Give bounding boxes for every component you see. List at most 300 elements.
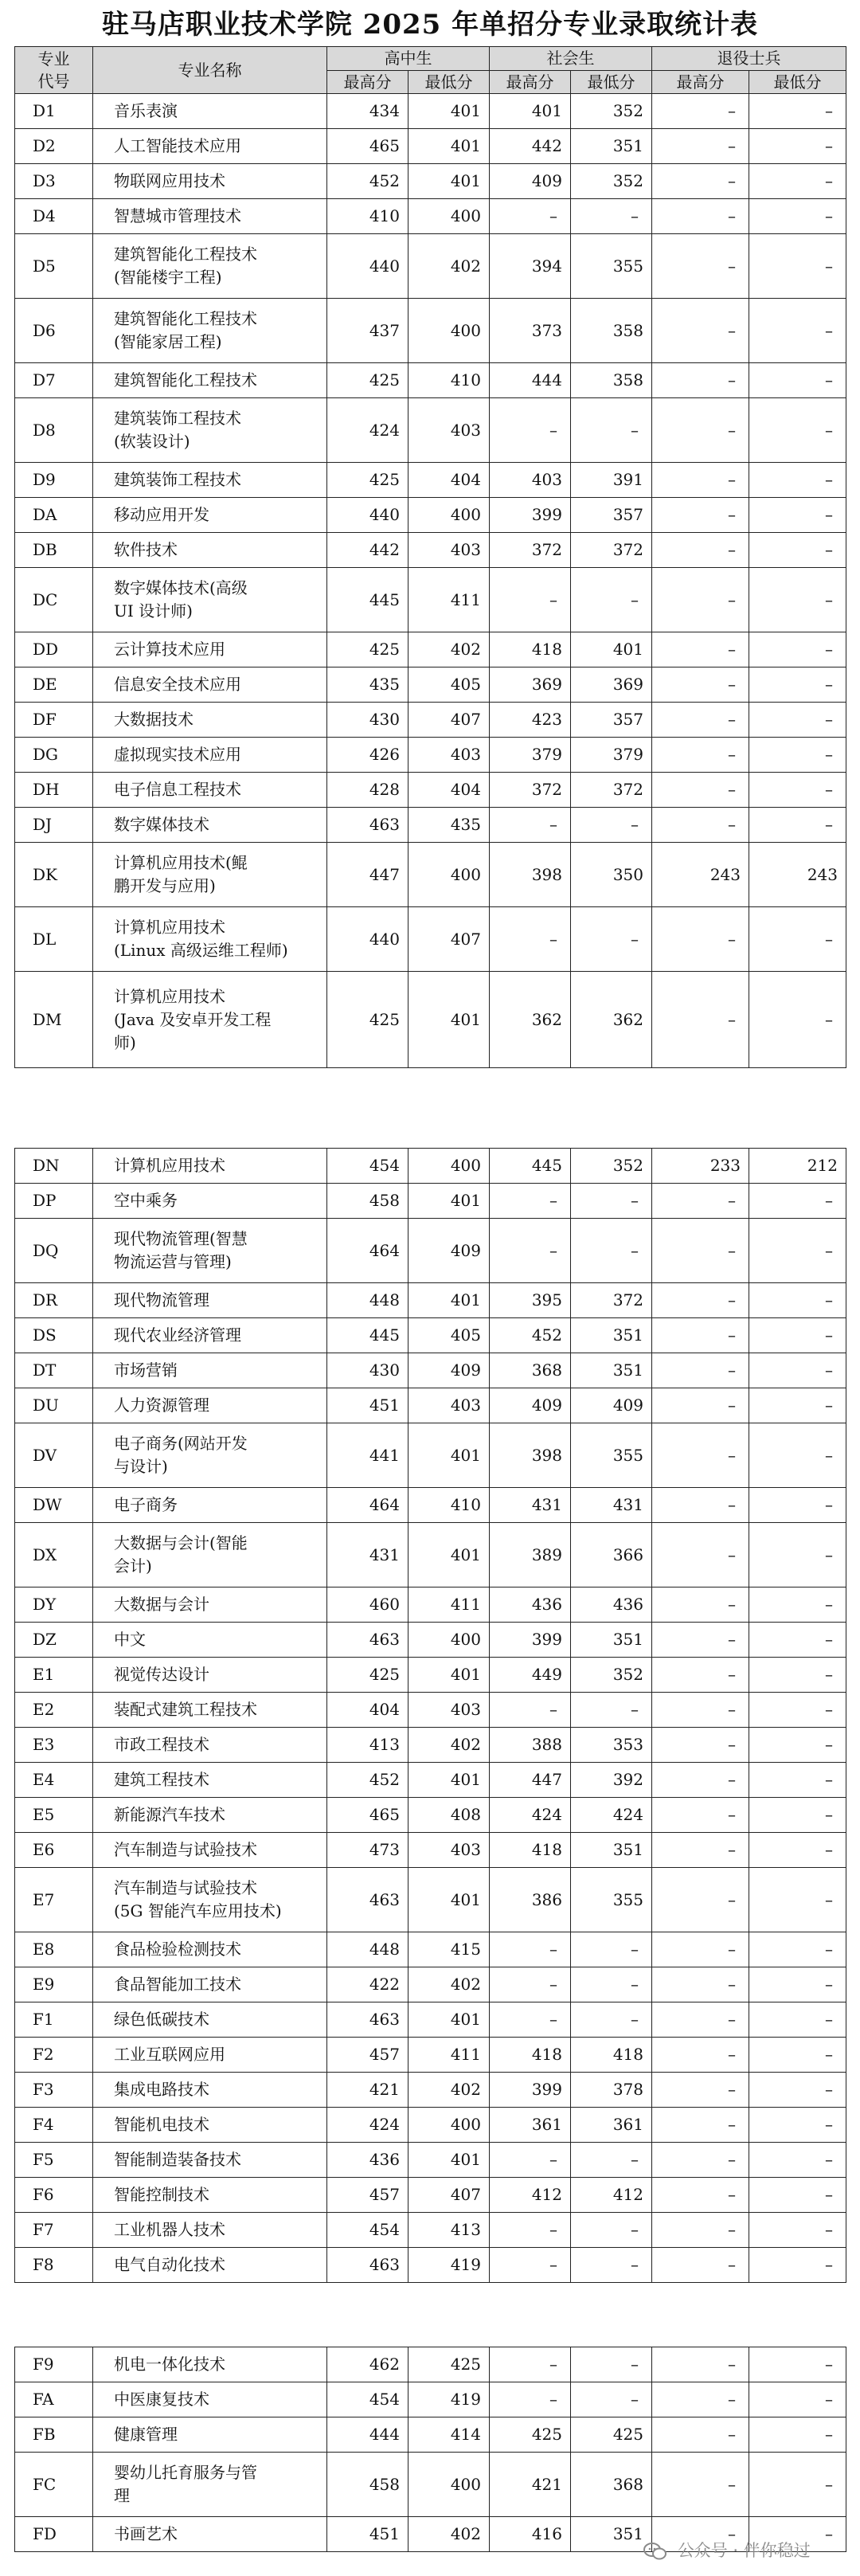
major-name — [93, 1283, 327, 1318]
score-cell: 451 — [327, 2517, 408, 2552]
score-cell: 452 — [327, 1763, 408, 1798]
score-cell: – — [749, 2002, 846, 2038]
major-code: DC — [15, 568, 93, 632]
major-name-line: (Linux 高级运维工程师) — [114, 941, 288, 960]
major-name-line: 音乐表演 — [114, 101, 178, 120]
major-name-line: 计算机应用技术 — [114, 986, 225, 1006]
score-cell: 449 — [490, 1658, 571, 1693]
major-code: DY — [15, 1587, 93, 1623]
major-name — [93, 2178, 327, 2213]
score-cell: 445 — [327, 568, 408, 632]
score-cell: 408 — [408, 1798, 490, 1833]
score-cell: 372 — [490, 773, 571, 808]
score-cell: – — [490, 2002, 571, 2038]
score-cell: – — [652, 1219, 749, 1283]
major-name — [93, 907, 327, 972]
score-cell: 447 — [327, 843, 408, 907]
score-cell: 458 — [327, 1184, 408, 1219]
major-name — [93, 2002, 327, 2038]
score-cell: 425 — [327, 972, 408, 1068]
score-cell: – — [652, 1868, 749, 1932]
document-title: 驻马店职业技术学院 2025 年单招分专业录取统计表 — [101, 9, 759, 41]
score-cell: 362 — [571, 972, 652, 1068]
major-name-line: 建筑工程技术 — [114, 1770, 209, 1789]
table-row — [15, 2108, 846, 2143]
major-code: DU — [15, 1388, 93, 1423]
major-name-line: 智慧城市管理技术 — [114, 206, 241, 225]
score-cell: – — [749, 632, 846, 667]
score-cell: 391 — [571, 463, 652, 498]
score-cell: – — [652, 533, 749, 568]
score-cell: 212 — [749, 1149, 846, 1184]
major-code: F9 — [15, 2347, 93, 2382]
score-cell: – — [652, 2517, 749, 2552]
major-name-line: (智能家居工程) — [114, 332, 222, 351]
score-cell: 401 — [490, 94, 571, 129]
score-cell: – — [571, 2002, 652, 2038]
score-cell: – — [571, 907, 652, 972]
score-cell: 435 — [327, 667, 408, 703]
score-cell: – — [571, 808, 652, 843]
score-cell: 409 — [408, 1219, 490, 1283]
score-cell: 407 — [408, 2178, 490, 2213]
major-name — [93, 632, 327, 667]
score-cell: – — [652, 1693, 749, 1728]
score-cell: – — [490, 1967, 571, 2002]
score-cell: 419 — [408, 2382, 490, 2417]
score-cell: – — [652, 1623, 749, 1658]
header-group: 社会生 — [490, 47, 652, 71]
score-cell: 401 — [408, 164, 490, 199]
table-row — [15, 2347, 846, 2382]
major-name-line: 计算机应用技术(鲲 — [114, 853, 248, 872]
score-cell: – — [652, 2038, 749, 2073]
score-cell: 410 — [327, 199, 408, 234]
score-cell: – — [749, 234, 846, 299]
score-cell: – — [490, 199, 571, 234]
score-cell: 401 — [408, 972, 490, 1068]
table-row — [15, 1149, 846, 1184]
score-cell: – — [652, 2073, 749, 2108]
score-cell: – — [652, 299, 749, 363]
score-cell: 448 — [327, 1932, 408, 1967]
major-code: D3 — [15, 164, 93, 199]
score-cell: – — [571, 1932, 652, 1967]
table-row — [15, 164, 846, 199]
major-code: E7 — [15, 1868, 93, 1932]
score-cell: 401 — [408, 1868, 490, 1932]
table-header-row — [15, 47, 846, 71]
major-name-line: 云计算技术应用 — [114, 640, 225, 659]
score-cell: 431 — [571, 1488, 652, 1523]
major-name-line: 现代物流管理(智慧 — [114, 1229, 248, 1248]
watermark-text: 公众号 · 伴你稳过 — [677, 2541, 811, 2560]
major-code: DL — [15, 907, 93, 972]
score-cell: 373 — [490, 299, 571, 363]
score-cell: – — [571, 1967, 652, 2002]
score-cell: 400 — [408, 2453, 490, 2517]
score-cell: 401 — [408, 1283, 490, 1318]
major-code: FA — [15, 2382, 93, 2417]
score-cell: – — [652, 199, 749, 234]
major-name — [93, 1318, 327, 1353]
score-cell: 426 — [327, 738, 408, 773]
major-code: D2 — [15, 129, 93, 164]
table-row — [15, 398, 846, 463]
score-cell: 413 — [408, 2213, 490, 2248]
score-cell: – — [749, 1318, 846, 1353]
major-name — [93, 1523, 327, 1587]
major-name-line: 数字媒体技术 — [114, 815, 209, 834]
score-cell: 372 — [571, 773, 652, 808]
score-cell: 389 — [490, 1523, 571, 1587]
score-cell: – — [652, 463, 749, 498]
score-cell: – — [652, 94, 749, 129]
score-cell: 399 — [490, 1623, 571, 1658]
score-cell: 425 — [327, 463, 408, 498]
table-row — [15, 2038, 846, 2073]
major-name — [93, 1833, 327, 1868]
major-name-line: 健康管理 — [114, 2425, 178, 2444]
score-cell: 436 — [571, 1587, 652, 1623]
score-cell: 409 — [408, 1353, 490, 1388]
score-cell: – — [749, 94, 846, 129]
score-cell: – — [749, 2213, 846, 2248]
major-code: D9 — [15, 463, 93, 498]
major-name-line: 市政工程技术 — [114, 1735, 209, 1754]
major-code: E9 — [15, 1967, 93, 2002]
score-cell: 425 — [490, 2417, 571, 2453]
score-cell: 403 — [408, 738, 490, 773]
score-cell: 454 — [327, 1149, 408, 1184]
score-cell: 460 — [327, 1587, 408, 1623]
major-name-line: 新能源汽车技术 — [114, 1805, 225, 1824]
major-name — [93, 1149, 327, 1184]
score-cell: – — [652, 2248, 749, 2283]
table-row — [15, 1967, 846, 2002]
score-cell: 401 — [571, 632, 652, 667]
score-cell: – — [490, 1184, 571, 1219]
score-cell: 418 — [571, 2038, 652, 2073]
table-row — [15, 1488, 846, 1523]
major-name — [93, 843, 327, 907]
score-cell: – — [652, 632, 749, 667]
score-cell: 402 — [408, 234, 490, 299]
score-cell: – — [571, 1693, 652, 1728]
major-name — [93, 1219, 327, 1283]
score-cell: 351 — [571, 1318, 652, 1353]
major-name-line: 大数据与会计 — [114, 1595, 209, 1614]
major-name-line: 移动应用开发 — [114, 505, 209, 524]
score-cell: – — [652, 1388, 749, 1423]
major-name-line: 工业互联网应用 — [114, 2045, 225, 2064]
score-cell: – — [652, 738, 749, 773]
score-cell: 402 — [408, 2073, 490, 2108]
score-cell: 379 — [490, 738, 571, 773]
table-row — [15, 94, 846, 129]
score-cell: – — [652, 1488, 749, 1523]
score-cell: – — [652, 234, 749, 299]
score-cell: 410 — [408, 1488, 490, 1523]
score-cell: 442 — [490, 129, 571, 164]
score-cell: 425 — [327, 632, 408, 667]
score-cell: 418 — [490, 2038, 571, 2073]
major-name — [93, 1932, 327, 1967]
major-name-line: 建筑智能化工程技术 — [114, 309, 257, 328]
major-name — [93, 2073, 327, 2108]
major-code: DA — [15, 498, 93, 533]
score-cell: 403 — [408, 1693, 490, 1728]
score-cell: – — [749, 1283, 846, 1318]
score-cell: – — [749, 2347, 846, 2382]
score-cell: – — [749, 703, 846, 738]
major-name-line: 装配式建筑工程技术 — [114, 1700, 257, 1719]
header-group: 高中生 — [327, 47, 490, 71]
major-name — [93, 1763, 327, 1798]
major-name — [93, 398, 327, 463]
score-table-part-1 — [14, 46, 846, 1068]
major-name-line: (Java 及安卓开发工程 — [114, 1009, 272, 1029]
score-cell: – — [652, 1932, 749, 1967]
score-cell: – — [490, 1219, 571, 1283]
major-code: DR — [15, 1283, 93, 1318]
table-row — [15, 1219, 846, 1283]
table-row — [15, 363, 846, 398]
score-cell: – — [749, 1932, 846, 1967]
major-name-line: 建筑智能化工程技术 — [114, 245, 257, 264]
table-row — [15, 299, 846, 363]
major-code: E6 — [15, 1833, 93, 1868]
score-cell: 358 — [571, 299, 652, 363]
score-cell: – — [490, 1932, 571, 1967]
score-cell: 424 — [327, 2108, 408, 2143]
table-row — [15, 2382, 846, 2417]
major-name — [93, 2453, 327, 2517]
score-cell: – — [749, 299, 846, 363]
major-name — [93, 299, 327, 363]
score-cell: 351 — [571, 129, 652, 164]
major-name — [93, 363, 327, 398]
score-cell: – — [652, 2453, 749, 2517]
major-name-line: (智能楼宇工程) — [114, 268, 222, 287]
score-cell: – — [749, 1658, 846, 1693]
major-name-line: 婴幼儿托育服务与管 — [114, 2463, 257, 2482]
score-cell: – — [749, 1388, 846, 1423]
header-max: 最高分 — [327, 70, 408, 94]
score-cell: 404 — [327, 1693, 408, 1728]
score-cell: – — [571, 1184, 652, 1219]
major-code: FC — [15, 2453, 93, 2517]
score-cell: 401 — [408, 94, 490, 129]
score-cell: – — [652, 1423, 749, 1488]
major-name-line: 中医康复技术 — [114, 2390, 209, 2409]
table-row — [15, 808, 846, 843]
table-row — [15, 667, 846, 703]
table-row — [15, 1728, 846, 1763]
major-name — [93, 2248, 327, 2283]
score-cell: 436 — [490, 1587, 571, 1623]
major-name — [93, 2382, 327, 2417]
score-cell: 418 — [490, 1833, 571, 1868]
score-cell: – — [490, 2382, 571, 2417]
major-code: F5 — [15, 2143, 93, 2178]
score-cell: 353 — [571, 1728, 652, 1763]
score-cell: 425 — [327, 363, 408, 398]
score-cell: – — [490, 2347, 571, 2382]
major-code: D7 — [15, 363, 93, 398]
score-cell: 418 — [490, 632, 571, 667]
score-cell: – — [652, 1833, 749, 1868]
major-code: D6 — [15, 299, 93, 363]
major-name — [93, 972, 327, 1068]
score-cell: – — [652, 667, 749, 703]
major-code: E2 — [15, 1693, 93, 1728]
score-cell: 409 — [490, 1388, 571, 1423]
major-name — [93, 1967, 327, 2002]
score-cell: 409 — [490, 164, 571, 199]
table-row — [15, 2248, 846, 2283]
major-name-line: 电子商务(网站开发 — [114, 1434, 248, 1453]
score-cell: – — [652, 907, 749, 972]
major-code: DV — [15, 1423, 93, 1488]
major-code: DE — [15, 667, 93, 703]
score-cell: 355 — [571, 234, 652, 299]
score-cell: 451 — [327, 1388, 408, 1423]
score-cell: – — [652, 773, 749, 808]
major-name-line: 电气自动化技术 — [114, 2255, 225, 2274]
score-cell: 410 — [408, 363, 490, 398]
score-cell: 399 — [490, 2073, 571, 2108]
major-name — [93, 1184, 327, 1219]
score-cell: – — [652, 1523, 749, 1587]
score-cell: 403 — [408, 1388, 490, 1423]
score-cell: – — [652, 2382, 749, 2417]
score-cell: 437 — [327, 299, 408, 363]
wechat-icon — [643, 2543, 667, 2560]
score-cell: 464 — [327, 1488, 408, 1523]
major-code: FD — [15, 2517, 93, 2552]
table-row — [15, 907, 846, 972]
score-cell: 442 — [327, 533, 408, 568]
table-row — [15, 843, 846, 907]
major-name — [93, 234, 327, 299]
score-cell: 351 — [571, 1353, 652, 1388]
score-cell: 372 — [571, 533, 652, 568]
major-name — [93, 2517, 327, 2552]
score-cell: – — [490, 907, 571, 972]
score-cell: – — [652, 2002, 749, 2038]
table-row — [15, 1184, 846, 1219]
score-cell: 388 — [490, 1728, 571, 1763]
score-cell: 361 — [490, 2108, 571, 2143]
table-row — [15, 463, 846, 498]
header-max: 最高分 — [652, 70, 749, 94]
major-name — [93, 667, 327, 703]
major-name — [93, 2213, 327, 2248]
score-cell: – — [749, 1623, 846, 1658]
score-cell: – — [749, 2073, 846, 2108]
score-cell: 407 — [408, 703, 490, 738]
score-table-part-2 — [14, 1148, 846, 2283]
score-cell: – — [571, 398, 652, 463]
table-row — [15, 1353, 846, 1388]
major-code: E5 — [15, 1798, 93, 1833]
score-cell: 350 — [571, 843, 652, 907]
score-cell: 357 — [571, 498, 652, 533]
score-cell: – — [490, 808, 571, 843]
table-row — [15, 129, 846, 164]
score-cell: – — [749, 907, 846, 972]
major-code: E1 — [15, 1658, 93, 1693]
major-name-line: 中文 — [114, 1630, 146, 1649]
major-name-line: 大数据技术 — [114, 710, 194, 729]
major-name — [93, 1423, 327, 1488]
score-cell: 351 — [571, 1623, 652, 1658]
table-row — [15, 1763, 846, 1798]
score-cell: 400 — [408, 498, 490, 533]
major-name-line: 汽车制造与试验技术 — [114, 1840, 257, 1859]
score-cell: – — [749, 1728, 846, 1763]
table-row — [15, 1868, 846, 1932]
score-cell: – — [749, 2178, 846, 2213]
score-cell: – — [749, 2517, 846, 2552]
score-cell: – — [749, 164, 846, 199]
score-cell: – — [652, 2347, 749, 2382]
table-row — [15, 1587, 846, 1623]
major-name-line: 数字媒体技术(高级 — [114, 578, 248, 597]
major-code: DN — [15, 1149, 93, 1184]
header-code — [15, 47, 93, 94]
score-cell: – — [652, 1587, 749, 1623]
major-name-line: 与设计) — [114, 1457, 168, 1476]
score-cell: – — [749, 1587, 846, 1623]
score-cell: – — [749, 129, 846, 164]
score-cell: – — [490, 1693, 571, 1728]
score-cell: 407 — [408, 907, 490, 972]
score-cell: 352 — [571, 94, 652, 129]
major-name — [93, 773, 327, 808]
major-name-line: 智能控制技术 — [114, 2185, 209, 2204]
score-cell: 372 — [571, 1283, 652, 1318]
major-name — [93, 738, 327, 773]
major-name-line: 会计) — [114, 1556, 152, 1576]
score-cell: 425 — [327, 1658, 408, 1693]
score-cell: 440 — [327, 234, 408, 299]
major-code: DJ — [15, 808, 93, 843]
score-cell: 233 — [652, 1149, 749, 1184]
score-cell: 351 — [571, 1833, 652, 1868]
score-cell: 400 — [408, 1623, 490, 1658]
score-cell: 368 — [490, 1353, 571, 1388]
score-cell: 398 — [490, 843, 571, 907]
major-code: DD — [15, 632, 93, 667]
score-cell: 445 — [327, 1318, 408, 1353]
score-cell: 405 — [408, 1318, 490, 1353]
score-cell: 379 — [571, 738, 652, 773]
score-cell: 243 — [749, 843, 846, 907]
major-name-line: 计算机应用技术 — [114, 918, 225, 937]
score-cell: 361 — [571, 2108, 652, 2143]
score-cell: 352 — [571, 1149, 652, 1184]
major-name-line: 虚拟现实技术应用 — [114, 745, 241, 764]
major-code: F6 — [15, 2178, 93, 2213]
major-name — [93, 1728, 327, 1763]
major-name-line: 空中乘务 — [114, 1191, 178, 1210]
score-cell: 403 — [408, 398, 490, 463]
score-cell: 352 — [571, 164, 652, 199]
score-cell: 458 — [327, 2453, 408, 2517]
score-cell: 362 — [490, 972, 571, 1068]
